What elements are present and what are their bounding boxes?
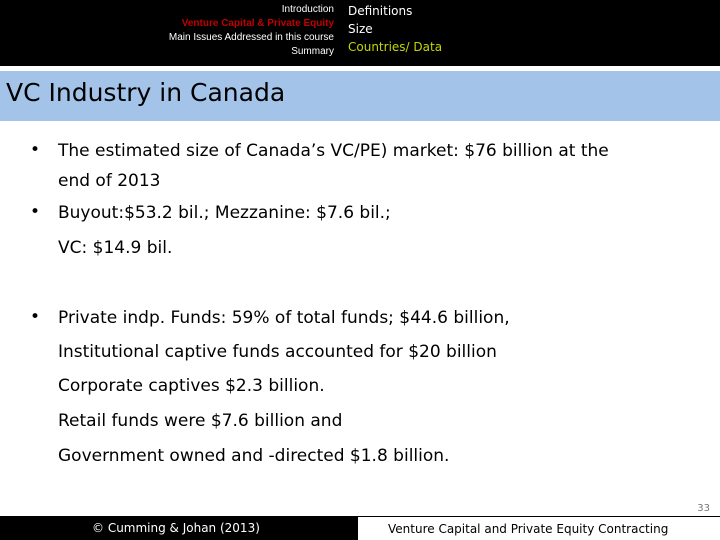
nav-item-introduction[interactable]: Introduction: [281, 4, 334, 15]
bullet-text-line: The estimated size of Canada’s VC/PE) market: $76 billion at the: [58, 141, 609, 161]
bullet-text-line: Government owned and -directed $1.8 billion.: [58, 446, 450, 466]
nav-item-size[interactable]: Size: [348, 22, 373, 36]
footer-course-title: [358, 516, 720, 540]
bullet-text-line: Buyout:$53.2 bil.; Mezzanine: $7.6 bil.;: [58, 203, 391, 223]
nav-item-countries-data[interactable]: Countries/ Data: [348, 40, 443, 54]
bullet-text-line: VC: $14.9 bil.: [58, 238, 173, 258]
slide-title: VC Industry in Canada: [6, 78, 286, 107]
footer-citation: [0, 516, 358, 540]
bullet-text-line: Private indp. Funds: 59% of total funds; $44.6 billion,: [58, 308, 510, 328]
footer-course-title-text: Venture Capital and Private Equity Contracting: [388, 522, 669, 536]
bullet-marker: •: [30, 202, 41, 222]
nav-item-venture-capital[interactable]: Venture Capital & Private Equity: [181, 18, 334, 29]
bullet-text-line: end of 2013: [58, 171, 161, 191]
bullet-text-line: Institutional captive funds accounted for $20 billion: [58, 342, 497, 362]
bullet-text-line: Retail funds were $7.6 billion and: [58, 411, 343, 431]
bullet-marker: •: [30, 140, 41, 160]
nav-item-definitions[interactable]: Definitions: [348, 4, 413, 18]
bullet-text-line: Corporate captives $2.3 billion.: [58, 376, 325, 396]
footer-citation-text: © Cumming & Johan (2013): [92, 521, 260, 535]
bullet-marker: •: [30, 307, 41, 327]
page-number: 33: [697, 503, 710, 514]
nav-item-main-issues[interactable]: Main Issues Addressed in this course: [168, 32, 334, 43]
nav-item-summary[interactable]: Summary: [291, 46, 334, 57]
